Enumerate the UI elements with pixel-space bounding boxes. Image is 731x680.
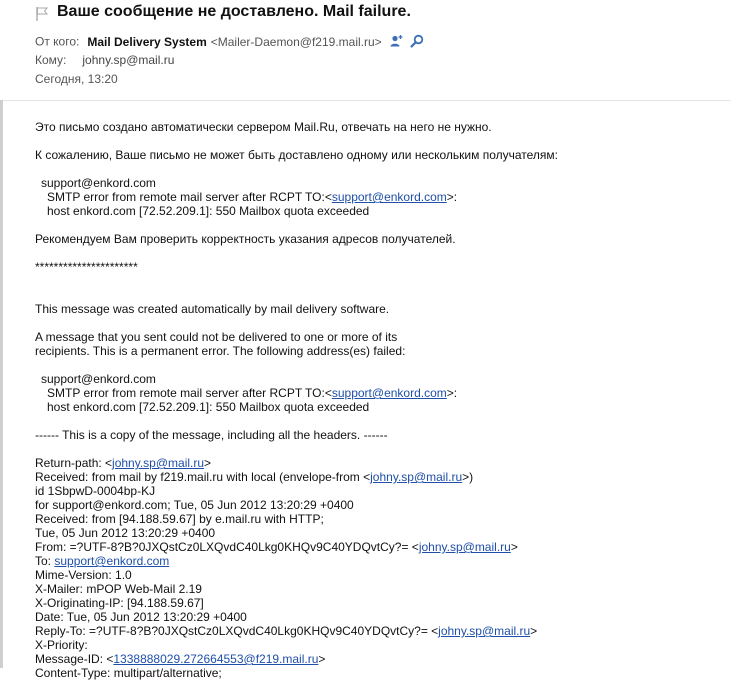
message-body [35,120,725,680]
sorry-notice-ru: К сожалению, Ваше письмо не может быть доставлено одному или нескольким получателям: [35,148,559,162]
undeliverable-line-1: A message that you sent could not be delivered to one or more of its [35,330,398,344]
header-received: Received: from mail by f219.mail.ru with local (envelope-from <johny.sp@mail.ru>) [35,470,474,484]
header-message-id: Message-ID: <1338888029.272664553@f219.mail.ru> [35,652,326,666]
from-row [35,34,424,51]
left-edge [0,100,3,668]
header-mailer: X-Mailer: mPOP Web-Mail 2.19 [35,582,202,596]
host-error-line: host enkord.com [72.52.209.1]: 550 Mailbox quota exceeded [47,400,370,414]
host-error-line: host enkord.com [72.52.209.1]: 550 Mailbox quota exceeded [47,204,370,218]
header-mime: Mime-Version: 1.0 [35,568,132,582]
header-orig-ip: X-Originating-IP: [94.188.59.67] [35,596,204,610]
header-id: id 1SbpwD-0004bp-KJ [35,484,156,498]
email-link[interactable]: johny.sp@mail.ru [438,624,531,638]
email-link[interactable]: johny.sp@mail.ru [112,456,205,470]
search-icon[interactable] [410,34,424,51]
smtp-error-line: SMTP error from remote mail server after RCPT TO:<support@enkord.com>: [47,190,458,204]
message-date: Сегодня, 13:20 [35,72,118,86]
smtp-error-line: SMTP error from remote mail server after RCPT TO:<support@enkord.com>: [47,386,458,400]
to-label: Кому: [35,53,67,67]
sender-address[interactable]: <Mailer-Daemon@f219.mail.ru> [210,34,382,49]
header-received-date: Tue, 05 Jun 2012 13:20:29 +0400 [35,526,216,540]
copy-notice: ------ This is a copy of the message, including all the headers. ------ [35,428,388,442]
message-header [0,0,731,95]
recipient-address[interactable]: johny.sp@mail.ru [82,53,175,67]
flag-icon[interactable] [35,6,49,22]
message-subject: Ваше сообщение не доставлено. Mail failure. [57,3,411,20]
auto-notice-ru: Это письмо создано автоматически сервером Mail.Ru, отвечать на него не нужно. [35,120,492,134]
to-row [35,53,174,67]
separator-stars: ********************** [35,260,138,274]
email-link[interactable]: johny.sp@mail.ru [418,540,511,554]
header-date: Date: Tue, 05 Jun 2012 13:20:29 +0400 [35,610,247,624]
email-link[interactable]: johny.sp@mail.ru [370,470,463,484]
header-from: From: =?UTF-8?B?0JXQstCz0LXQvdC40Lkg0KHQv9C40YDQvtCy?= <johny.sp@mail.ru> [35,540,518,554]
from-label: От кого: [35,34,80,49]
header-priority: X-Priority: [35,638,88,652]
failed-recipient: support@enkord.com [41,176,156,190]
sender-name[interactable]: Mail Delivery System [87,34,207,49]
header-reply-to: Reply-To: =?UTF-8?B?0JXQstCz0LXQvdC40Lkg0KHQv9C40YDQvtCy?= <johny.sp@mail.ru> [35,624,538,638]
header-to: To: support@enkord.com [35,554,170,568]
header-received-http: Received: from [94.188.59.67] by e.mail.ru with HTTP; [35,512,324,526]
undeliverable-line-2: recipients. This is a permanent error. The following address(es) failed: [35,344,406,358]
header-content-type: Content-Type: multipart/alternative; [35,666,222,680]
header-divider [0,100,731,101]
email-link[interactable]: support@enkord.com [54,554,170,568]
failed-recipient: support@enkord.com [41,372,156,386]
recommend-notice-ru: Рекомендуем Вам проверить корректность указания адресов получателей. [35,232,456,246]
message-id-link[interactable]: 1338888029.272664553@f219.mail.ru [113,652,319,666]
email-link[interactable]: support@enkord.com [331,190,447,204]
email-link[interactable]: support@enkord.com [331,386,447,400]
header-return-path: Return-path: <johny.sp@mail.ru> [35,456,212,470]
add-contact-icon[interactable] [389,34,403,51]
header-for: for support@enkord.com; Tue, 05 Jun 2012 13:20:29 +0400 [35,498,354,512]
auto-notice-en: This message was created automatically by mail delivery software. [35,302,390,316]
